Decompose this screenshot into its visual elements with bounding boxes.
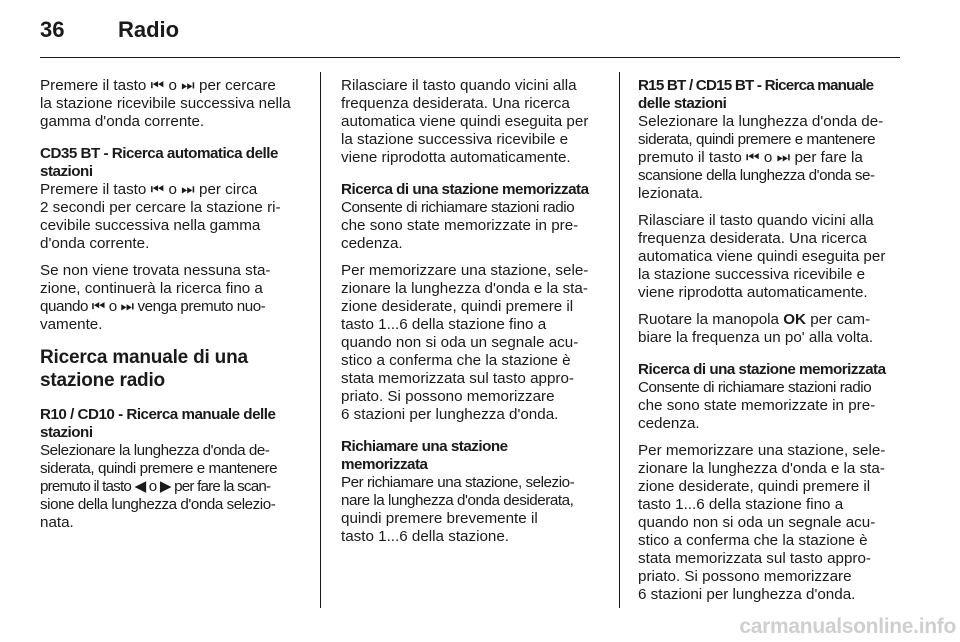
- text-line: Per richiamare una stazione, selezio-: [341, 474, 575, 491]
- text-line: Rilasciare il tasto quando vicini alla: [341, 77, 577, 94]
- text-line: stata memorizzata sul tasto appro-: [638, 550, 871, 567]
- text-line: quando non si oda un segnale acu-: [341, 334, 579, 351]
- text-line: quindi premere brevemente il: [341, 510, 538, 527]
- subheading-line: CD35 BT - Ricerca automatica delle: [40, 145, 278, 162]
- text-line: 6 stazioni per lunghezza d'onda.: [341, 406, 559, 423]
- paragraph: [40, 442, 305, 532]
- paragraph: [40, 181, 305, 253]
- paragraph: [638, 113, 902, 203]
- text-line: siderata, quindi premere e mantenere: [40, 460, 278, 477]
- text-line: Consente di richiamare stazioni radio: [638, 379, 872, 396]
- subheading-line: Ricerca di una stazione memorizzata: [638, 361, 886, 378]
- text-line: Premere il tasto ⏮ o ⏭ per cercare: [40, 77, 276, 94]
- subheading-recall-stored-station: [341, 438, 605, 474]
- subheading-line: delle stazioni: [638, 95, 727, 112]
- text-line: zionare la lunghezza d'onda e la sta-: [638, 460, 885, 477]
- text-line: cedenza.: [638, 415, 700, 432]
- column-2: [341, 77, 605, 555]
- paragraph: [638, 379, 902, 433]
- text-line: Selezionare la lunghezza d'onda de-: [638, 113, 884, 130]
- subheading-r15bt-cd15bt: [638, 77, 902, 113]
- text-line: Selezionare la lunghezza d'onda de-: [40, 442, 270, 459]
- text-line: stata memorizzata sul tasto appro-: [341, 370, 574, 387]
- paragraph: [341, 262, 605, 424]
- text-line: stico a conferma che la stazione è: [341, 352, 571, 369]
- section-title: [40, 346, 305, 392]
- subheading-line: stazioni: [40, 424, 93, 441]
- text-line: viene riprodotta automaticamente.: [638, 284, 868, 301]
- column-1: [40, 77, 305, 541]
- text-line: nata.: [40, 514, 74, 531]
- subheading-stored-station-search: [341, 181, 605, 199]
- text-line: priato. Si possono memorizzare: [638, 568, 852, 585]
- text-line: la stazione successiva ricevibile e: [341, 131, 569, 148]
- column-divider-2: [619, 72, 620, 608]
- text-line: 6 stazioni per lunghezza d'onda.: [638, 586, 856, 603]
- text-line: lezionata.: [638, 185, 704, 202]
- text-line: zionare la lunghezza d'onda e la sta-: [341, 280, 588, 297]
- text-line: tasto 1...6 della stazione.: [341, 528, 510, 545]
- text-line: che sono state memorizzate in pre-: [341, 217, 579, 234]
- subheading-line: memorizzata: [341, 456, 428, 473]
- text-line: che sono state memorizzate in pre-: [638, 397, 876, 414]
- paragraph: [40, 262, 305, 334]
- text-line: nare la lunghezza d'onda desiderata,: [341, 492, 574, 509]
- subheading-line: R10 / CD10 - Ricerca manuale delle: [40, 406, 276, 423]
- text-line: tasto 1...6 della stazione fino a: [638, 496, 844, 513]
- subheading-line: R15 BT / CD15 BT - Ricerca manuale: [638, 77, 874, 94]
- section-title-line: stazione radio: [40, 370, 165, 391]
- text-line: gamma d'onda corrente.: [40, 113, 205, 130]
- text-line: premuto il tasto ◀ o ▶ per fare la scan-: [40, 478, 271, 495]
- text-line: cevibile successiva nella gamma: [40, 217, 261, 234]
- text-line: sione della lunghezza d'onda selezio-: [40, 496, 276, 513]
- text-line: stico a conferma che la stazione è: [638, 532, 868, 549]
- text-line: d'onda corrente.: [40, 235, 150, 252]
- text-line: zione desiderate, quindi premere il: [341, 298, 574, 315]
- paragraph: [40, 77, 305, 131]
- subheading-line: stazioni: [40, 163, 93, 180]
- text-line: la stazione ricevibile successiva nella: [40, 95, 291, 112]
- page-title: Radio: [118, 17, 180, 42]
- subheading-cd35bt: [40, 145, 305, 181]
- text-line: automatica viene quindi eseguita per: [638, 248, 886, 265]
- text-line: quando non si oda un segnale acu-: [638, 514, 876, 531]
- ok-knob-label: OK: [783, 311, 806, 328]
- text-line: zione, continuerà la ricerca fino a: [40, 280, 263, 297]
- column-3: [638, 77, 902, 613]
- text-line: Premere il tasto ⏮ o ⏭ per circa: [40, 181, 258, 198]
- text-line: priato. Si possono memorizzare: [341, 388, 555, 405]
- subheading-stored-station-search-2: [638, 361, 902, 379]
- text-line: zione desiderate, quindi premere il: [638, 478, 871, 495]
- page-number: 36: [40, 17, 65, 42]
- text-line: tasto 1...6 della stazione fino a: [341, 316, 547, 333]
- text-line: scansione della lunghezza d'onda se-: [638, 167, 875, 184]
- text-line: frequenza desiderata. Una ricerca: [341, 95, 570, 112]
- text-line: Se non viene trovata nessuna sta-: [40, 262, 271, 279]
- text-line: viene riprodotta automaticamente.: [341, 149, 571, 166]
- text-line: frequenza desiderata. Una ricerca: [638, 230, 867, 247]
- text-fragment: per cam-: [806, 311, 871, 328]
- paragraph: [341, 199, 605, 253]
- section-title-line: Ricerca manuale di una: [40, 347, 248, 368]
- text-line: Per memorizzare una stazione, sele-: [341, 262, 589, 279]
- paragraph-ok-knob: [638, 311, 902, 347]
- subheading-r10-cd10: [40, 406, 305, 442]
- text-line: Per memorizzare una stazione, sele-: [638, 442, 886, 459]
- paragraph: [341, 77, 605, 167]
- text-fragment: Ruotare la manopola: [638, 311, 784, 328]
- text-line: automatica viene quindi eseguita per: [341, 113, 589, 130]
- column-divider-1: [320, 72, 321, 608]
- text-line: premuto il tasto ⏮ o ⏭ per fare la: [638, 149, 863, 166]
- page-header: [40, 17, 179, 47]
- paragraph: [638, 212, 902, 302]
- text-line: 2 secondi per cercare la stazione ri-: [40, 199, 281, 216]
- text-line: biare la frequenza un po' alla volta.: [638, 329, 874, 346]
- paragraph: [638, 442, 902, 604]
- text-line: [638, 311, 902, 329]
- subheading-line: Richiamare una stazione: [341, 438, 508, 455]
- text-line: siderata, quindi premere e mantenere: [638, 131, 876, 148]
- text-line: Consente di richiamare stazioni radio: [341, 199, 575, 216]
- text-line: vamente.: [40, 316, 103, 333]
- subheading-line: Ricerca di una stazione memorizzata: [341, 181, 589, 198]
- text-line: la stazione successiva ricevibile e: [638, 266, 866, 283]
- paragraph: [341, 474, 605, 546]
- text-line: Rilasciare il tasto quando vicini alla: [638, 212, 874, 229]
- text-line: quando ⏮ o ⏭ venga premuto nuo-: [40, 298, 266, 315]
- header-rule: [40, 57, 900, 58]
- text-line: cedenza.: [341, 235, 403, 252]
- watermark: carmanualsonline.info: [739, 615, 956, 638]
